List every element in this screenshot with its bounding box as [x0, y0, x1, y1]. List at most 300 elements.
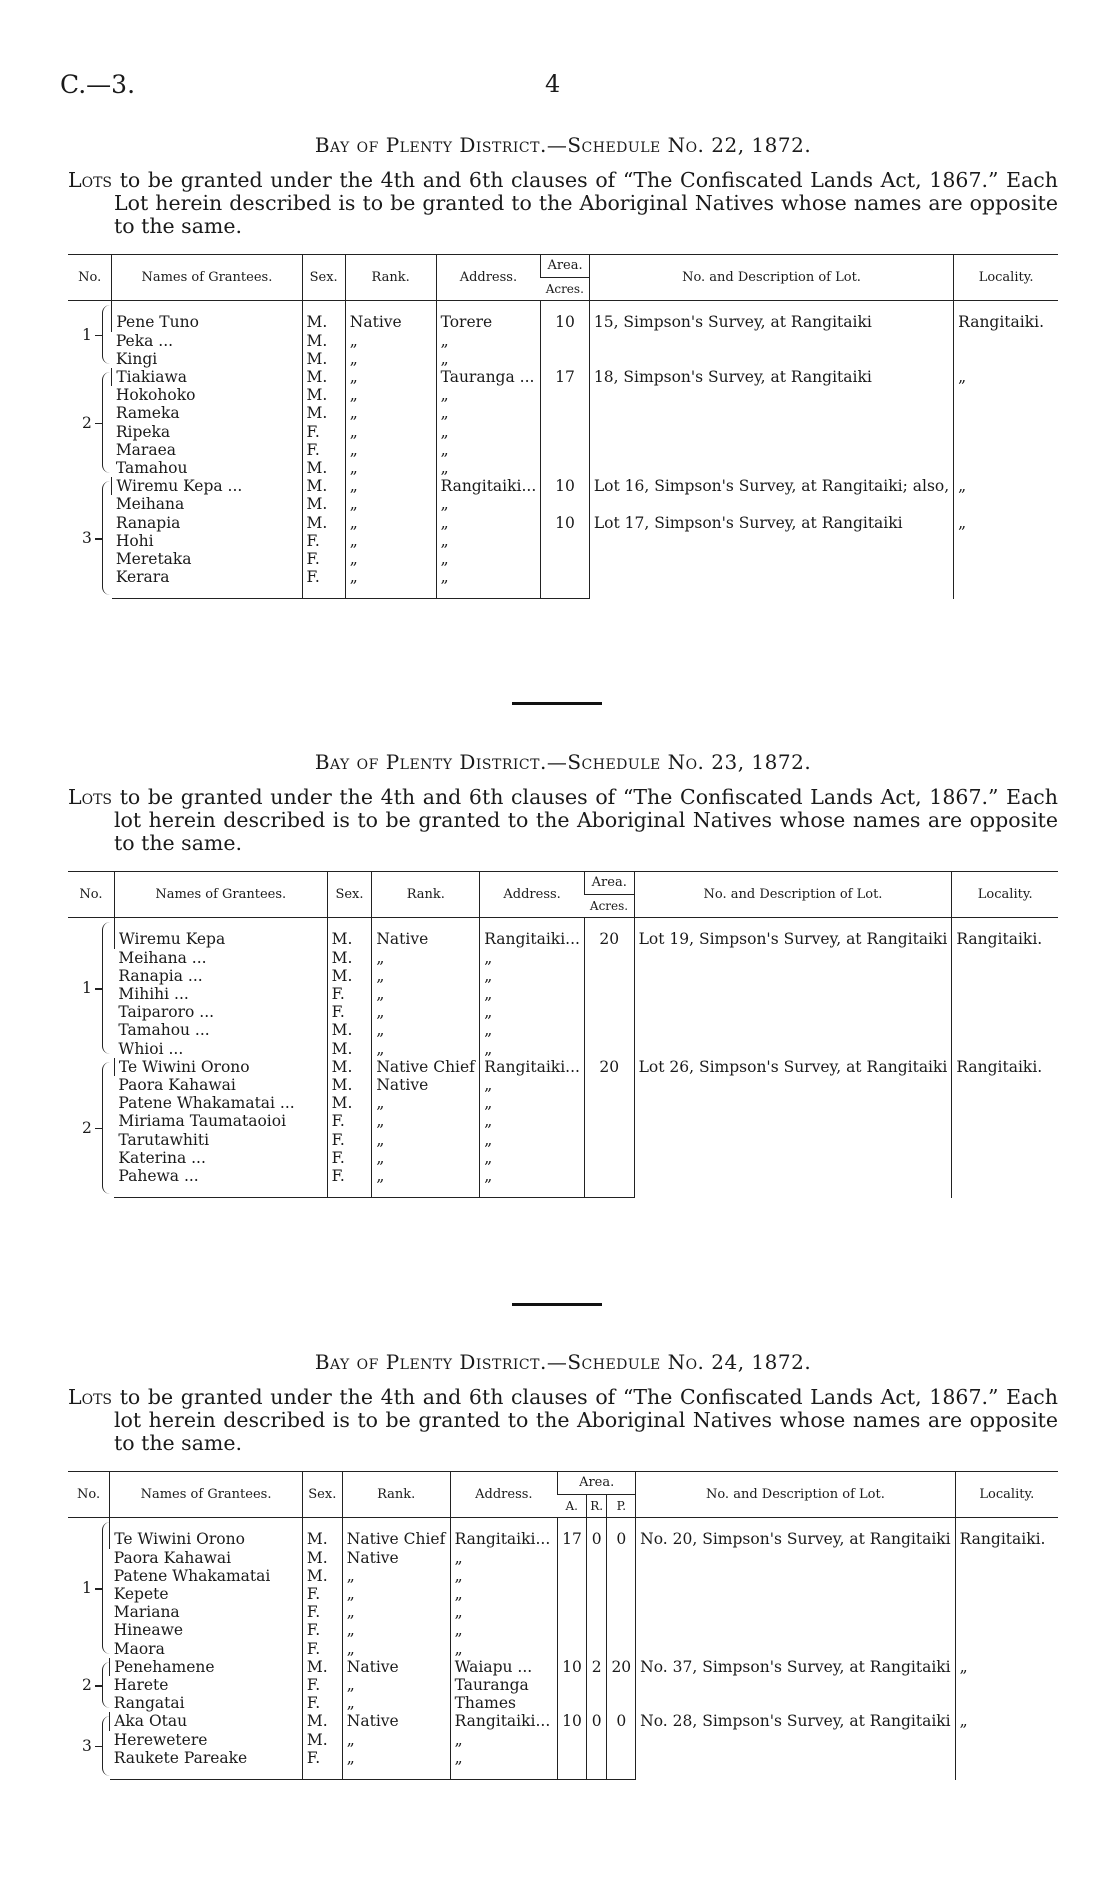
- grantee-name: Te Wiwini Orono: [114, 1058, 327, 1076]
- schedule-title: Bay of Plenty District.—Schedule No. 22, 1872.: [314, 133, 812, 157]
- area-acres: [584, 967, 634, 985]
- grantee-sex: F.: [327, 1003, 372, 1021]
- grantee-sex: M.: [327, 1058, 372, 1076]
- grantee-rank: „: [372, 967, 480, 985]
- grantee-rank: „: [342, 1621, 450, 1639]
- brace-icon: [102, 922, 113, 1053]
- area-a: [558, 1676, 587, 1694]
- col-header-locality: Locality.: [954, 255, 1058, 301]
- brace-icon: [102, 372, 113, 473]
- lot-number: 1: [82, 1579, 92, 1598]
- grantee-rank: „: [345, 332, 436, 350]
- grantee-name: Meretaka: [115, 550, 192, 569]
- col-header-no: No.: [68, 872, 114, 918]
- col-header-acres: Acres.: [584, 895, 634, 918]
- col-header-no: No.: [68, 255, 112, 301]
- area-a: [558, 1549, 587, 1567]
- area-p: [607, 1694, 636, 1712]
- grantee-name: Tamahou ...: [118, 1021, 210, 1040]
- grantee-address: Waiapu ...: [450, 1658, 558, 1676]
- col-header-address: Address.: [480, 872, 585, 918]
- area-a: 10: [558, 1658, 587, 1676]
- lot-description: No. 28, Simpson's Survey, at Rangitaiki: [636, 1712, 955, 1779]
- grantee-rank: „: [345, 350, 436, 368]
- section-divider: [512, 702, 602, 705]
- area-r: [586, 1567, 607, 1585]
- grantee-rank: Native: [342, 1712, 450, 1730]
- table-row: [68, 1712, 1058, 1730]
- grantee-name: Ranapia: [115, 513, 181, 532]
- grantee-sex: M.: [302, 368, 345, 386]
- area-acres: [584, 949, 634, 967]
- grantee-sex: M.: [327, 1094, 372, 1112]
- area-p: [607, 1603, 636, 1621]
- area-acres: 20: [584, 918, 634, 949]
- schedule-24: [68, 1350, 1058, 1780]
- grantee-address: Rangitaiki...: [450, 1518, 558, 1549]
- grantee-rank: „: [342, 1694, 450, 1712]
- area-a: [558, 1640, 587, 1658]
- grantee-address: Torere: [436, 301, 541, 332]
- grantee-name: Patene Whakamatai ...: [118, 1094, 295, 1113]
- lot-number-cell: [68, 368, 112, 477]
- grantee-address: „: [436, 350, 541, 368]
- area-r: [586, 1549, 607, 1567]
- area-p: [607, 1549, 636, 1567]
- brace-icon: [102, 481, 113, 595]
- grantee-rank: „: [342, 1640, 450, 1658]
- grantee-name: Mariana: [113, 1603, 180, 1622]
- section-divider: [512, 1303, 602, 1306]
- area-acres: [541, 332, 590, 350]
- document-code: C.—3.: [60, 70, 136, 99]
- col-header-address: Address.: [436, 255, 541, 301]
- grantee-rank: „: [372, 949, 480, 967]
- grantee-sex: F.: [327, 1149, 372, 1167]
- area-acres: [541, 550, 590, 568]
- grantee-address: „: [436, 550, 541, 568]
- grantee-rank: Native: [372, 918, 480, 949]
- grantee-name: Whioi ...: [118, 1039, 184, 1058]
- table-row: [68, 1058, 1058, 1076]
- grantee-rank: „: [342, 1676, 450, 1694]
- lot-locality: Rangitaiki.: [952, 918, 1058, 1058]
- grantee-rank: Native: [372, 1076, 480, 1094]
- col-header-rank: Rank.: [342, 1472, 450, 1518]
- grantee-address: „: [450, 1749, 558, 1780]
- grantee-sex: M.: [302, 1549, 342, 1567]
- area-acres: 20: [584, 1058, 634, 1076]
- grantee-rank: Native Chief: [372, 1058, 480, 1076]
- grantee-address: „: [480, 1040, 585, 1058]
- grantee-rank: „: [345, 495, 436, 513]
- area-acres: 10: [541, 301, 590, 332]
- grantee-sex: F.: [302, 1621, 342, 1639]
- grantee-address: „: [450, 1603, 558, 1621]
- area-acres: [541, 459, 590, 477]
- grantee-name: Te Wiwini Orono: [110, 1518, 303, 1549]
- table-row: [68, 301, 1058, 332]
- lot-locality: „: [955, 1658, 1058, 1713]
- grantee-name: Miriama Taumataoioi: [118, 1112, 287, 1131]
- grantee-name: Kingi: [115, 349, 158, 368]
- grantee-sex: M.: [302, 301, 345, 332]
- grantee-name: Patene Whakamatai: [113, 1566, 271, 1585]
- area-p: 0: [607, 1518, 636, 1549]
- area-p: [607, 1567, 636, 1585]
- area-acres: [584, 1131, 634, 1149]
- grantee-name: Aka Otau: [110, 1712, 303, 1730]
- area-r: [586, 1640, 607, 1658]
- grantee-sex: F.: [327, 1167, 372, 1198]
- grantee-sex: M.: [302, 386, 345, 404]
- grantee-name: Herewetere: [113, 1730, 208, 1749]
- grantee-name: Meihana ...: [118, 948, 207, 967]
- intro-lead: Lots: [68, 168, 113, 192]
- area-acres: [584, 985, 634, 1003]
- area-a: [558, 1567, 587, 1585]
- area-acres: [584, 1003, 634, 1021]
- grantee-address: „: [480, 985, 585, 1003]
- grantee-name: Wiremu Kepa ...: [112, 477, 302, 495]
- lot-locality: Rangitaiki.: [952, 1058, 1058, 1198]
- grantee-address: „: [436, 423, 541, 441]
- grantee-name: Tarutawhiti: [118, 1130, 210, 1149]
- lot-number-cell: [68, 477, 112, 599]
- grantee-name: Mihihi ...: [118, 985, 189, 1004]
- grantee-address: Tauranga: [450, 1676, 558, 1694]
- area-a: [558, 1731, 587, 1749]
- area-acres: [541, 441, 590, 459]
- area-acres: [541, 350, 590, 368]
- lot-description: Lot 16, Simpson's Survey, at Rangitaiki; also,: [589, 477, 953, 513]
- grantee-rank: „: [372, 1131, 480, 1149]
- grantee-rank: „: [345, 386, 436, 404]
- lot-description: Lot 19, Simpson's Survey, at Rangitaiki: [634, 918, 952, 1058]
- col-header-description: No. and Description of Lot.: [636, 1472, 955, 1518]
- grantee-sex: M.: [327, 1040, 372, 1058]
- area-acres: [584, 1167, 634, 1198]
- schedule-22: [68, 133, 1058, 599]
- lot-number-cell: [68, 1518, 110, 1658]
- grantee-rank: „: [345, 532, 436, 550]
- grantee-name: Meihana: [115, 495, 185, 514]
- grantee-rank: „: [345, 477, 436, 495]
- col-header-address: Address.: [450, 1472, 558, 1518]
- grantee-sex: F.: [302, 532, 345, 550]
- grantee-address: „: [450, 1585, 558, 1603]
- grantee-address: „: [450, 1621, 558, 1639]
- lot-number-cell: [68, 1058, 114, 1198]
- grantee-rank: „: [345, 568, 436, 599]
- col-header-area-p: P.: [607, 1495, 636, 1518]
- area-r: 0: [586, 1712, 607, 1730]
- grantee-rank: „: [345, 441, 436, 459]
- grantee-sex: F.: [302, 423, 345, 441]
- lot-number-cell: [68, 1712, 110, 1779]
- brace-icon: [102, 1662, 113, 1709]
- grantee-sex: M.: [302, 350, 345, 368]
- area-acres: [541, 386, 590, 404]
- lot-locality: „: [955, 1712, 1058, 1779]
- brace-icon: [102, 1716, 113, 1775]
- lots-table: [68, 1471, 1058, 1780]
- lot-description: No. 20, Simpson's Survey, at Rangitaiki: [636, 1518, 955, 1658]
- grantee-name: Ripeka: [115, 422, 171, 441]
- col-header-rank: Rank.: [372, 872, 480, 918]
- grantee-name: Pahewa ...: [114, 1167, 327, 1198]
- col-header-area: Area.: [558, 1472, 636, 1495]
- lot-number-cell: [68, 301, 112, 368]
- lot-description: 15, Simpson's Survey, at Rangitaiki: [589, 301, 953, 368]
- grantee-name: Raukete Pareake: [110, 1749, 303, 1780]
- grantee-rank: „: [342, 1731, 450, 1749]
- area-a: [558, 1621, 587, 1639]
- grantee-rank: „: [345, 404, 436, 422]
- grantee-name: Hineawe: [113, 1621, 184, 1640]
- grantee-address: „: [480, 1149, 585, 1167]
- grantee-name: Rameka: [115, 404, 180, 423]
- lot-locality: „: [954, 514, 1058, 599]
- grantee-rank: „: [345, 368, 436, 386]
- grantee-sex: F.: [302, 1676, 342, 1694]
- intro-lead: Lots: [68, 785, 113, 809]
- grantee-sex: F.: [302, 1603, 342, 1621]
- grantee-address: „: [436, 441, 541, 459]
- area-acres: 10: [541, 477, 590, 495]
- grantee-sex: M.: [302, 1518, 342, 1549]
- grantee-address: „: [436, 514, 541, 532]
- grantee-rank: Native: [342, 1549, 450, 1567]
- area-r: [586, 1585, 607, 1603]
- lot-number: 3: [82, 1736, 92, 1755]
- grantee-name: Wiremu Kepa: [114, 918, 327, 949]
- area-acres: [541, 423, 590, 441]
- grantee-rank: „: [345, 514, 436, 532]
- grantee-sex: M.: [302, 1712, 342, 1730]
- grantee-sex: F.: [302, 1585, 342, 1603]
- area-acres: [541, 568, 590, 599]
- col-header-sex: Sex.: [327, 872, 372, 918]
- grantee-sex: F.: [327, 1131, 372, 1149]
- intro-text: to be granted under the 4th and 6th clauses of “The Confiscated Lands Act, 1867.” Each Lot herein described is to be granted to the Aboriginal Natives whose names are opposite to the same.: [114, 168, 1058, 238]
- area-acres: [584, 1021, 634, 1039]
- area-r: [586, 1731, 607, 1749]
- schedule-23: [68, 750, 1058, 1198]
- grantee-name: Maora: [113, 1639, 165, 1658]
- grantee-name: Ranapia ...: [118, 966, 203, 985]
- area-r: [586, 1694, 607, 1712]
- schedule-title: Bay of Plenty District.—Schedule No. 23, 1872.: [314, 750, 812, 774]
- area-p: [607, 1640, 636, 1658]
- col-header-area: Area.: [541, 255, 590, 278]
- area-a: [558, 1603, 587, 1621]
- grantee-address: Rangitaiki...: [480, 1058, 585, 1076]
- area-p: [607, 1749, 636, 1780]
- lots-table: [68, 254, 1058, 599]
- col-header-sex: Sex.: [302, 1472, 342, 1518]
- grantee-rank: Native: [342, 1658, 450, 1676]
- col-header-area-r: R.: [586, 1495, 607, 1518]
- grantee-name: Hohi: [115, 531, 154, 550]
- page-number: 4: [545, 70, 561, 98]
- grantee-name: Tiakiawa: [112, 368, 302, 386]
- page-header: [0, 70, 1114, 110]
- grantee-rank: „: [345, 459, 436, 477]
- grantee-sex: M.: [327, 967, 372, 985]
- grantee-sex: M.: [327, 1076, 372, 1094]
- table-row: [68, 514, 1058, 532]
- area-p: [607, 1731, 636, 1749]
- grantee-name: Paora Kahawai: [118, 1076, 236, 1095]
- grantee-name: Kerara: [112, 568, 302, 599]
- area-a: [558, 1694, 587, 1712]
- grantee-rank: „: [342, 1585, 450, 1603]
- grantee-name: Tamahou: [115, 459, 188, 478]
- col-header-no: No.: [68, 1472, 110, 1518]
- area-r: [586, 1749, 607, 1780]
- area-acres: [584, 1094, 634, 1112]
- table-row: [68, 1658, 1058, 1676]
- col-header-description: No. and Description of Lot.: [589, 255, 953, 301]
- grantee-sex: F.: [327, 1112, 372, 1130]
- grantee-rank: Native Chief: [342, 1518, 450, 1549]
- grantee-name: Kepete: [113, 1585, 169, 1604]
- grantee-name: Harete: [113, 1676, 169, 1695]
- grantee-address: „: [480, 1076, 585, 1094]
- grantee-address: „: [436, 386, 541, 404]
- area-acres: [584, 1040, 634, 1058]
- col-header-rank: Rank.: [345, 255, 436, 301]
- grantee-rank: „: [372, 1112, 480, 1130]
- area-r: [586, 1676, 607, 1694]
- grantee-name: Taiparoro ...: [118, 1003, 215, 1022]
- grantee-address: Rangitaiki...: [480, 918, 585, 949]
- schedule-intro: [68, 786, 1058, 855]
- grantee-rank: „: [372, 1094, 480, 1112]
- grantee-name: Katerina ...: [118, 1148, 206, 1167]
- lot-locality: „: [954, 368, 1058, 477]
- grantee-name: Peka ...: [115, 331, 174, 350]
- area-acres: 17: [541, 368, 590, 386]
- grantee-name: Rangatai: [113, 1694, 185, 1713]
- brace-icon: [102, 1062, 113, 1194]
- grantee-address: „: [450, 1549, 558, 1567]
- grantee-address: Rangitaiki...: [450, 1712, 558, 1730]
- grantee-address: „: [480, 967, 585, 985]
- area-acres: [541, 532, 590, 550]
- grantee-address: Rangitaiki...: [436, 477, 541, 495]
- table-row: [68, 368, 1058, 386]
- grantee-sex: M.: [302, 1567, 342, 1585]
- col-header-area: Area.: [584, 872, 634, 895]
- grantee-address: „: [450, 1731, 558, 1749]
- col-header-description: No. and Description of Lot.: [634, 872, 952, 918]
- brace-icon: [102, 305, 113, 364]
- area-p: [607, 1676, 636, 1694]
- lot-number: 2: [82, 1118, 92, 1137]
- area-a: [558, 1749, 587, 1780]
- lot-description: 18, Simpson's Survey, at Rangitaiki: [589, 368, 953, 477]
- grantee-sex: M.: [302, 404, 345, 422]
- grantee-address: „: [480, 1167, 585, 1198]
- grantee-sex: F.: [302, 1694, 342, 1712]
- grantee-address: „: [436, 404, 541, 422]
- lot-number: 2: [82, 1676, 92, 1695]
- grantee-address: „: [480, 1112, 585, 1130]
- grantee-name: Paora Kahawai: [113, 1548, 232, 1567]
- grantee-address: „: [436, 332, 541, 350]
- col-header-names: Names of Grantees.: [112, 255, 302, 301]
- grantee-sex: M.: [302, 495, 345, 513]
- lot-number: 2: [82, 413, 92, 432]
- grantee-sex: M.: [302, 332, 345, 350]
- col-header-names: Names of Grantees.: [114, 872, 327, 918]
- grantee-sex: M.: [302, 1731, 342, 1749]
- grantee-address: „: [480, 1094, 585, 1112]
- grantee-sex: F.: [302, 1640, 342, 1658]
- lot-description: No. 37, Simpson's Survey, at Rangitaiki: [636, 1658, 955, 1713]
- area-r: 2: [586, 1658, 607, 1676]
- schedule-intro: [68, 1386, 1058, 1455]
- schedule-intro: [68, 169, 1058, 238]
- grantee-sex: F.: [327, 985, 372, 1003]
- grantee-rank: „: [372, 985, 480, 1003]
- area-acres: [584, 1149, 634, 1167]
- grantee-sex: M.: [302, 514, 345, 532]
- col-header-acres: Acres.: [541, 278, 590, 301]
- intro-text: to be granted under the 4th and 6th clauses of “The Confiscated Lands Act, 1867.” Each lot herein described is to be granted to the Aboriginal Natives whose names are opposite to the same.: [114, 785, 1058, 855]
- lot-number: 1: [82, 325, 92, 344]
- area-p: [607, 1621, 636, 1639]
- lot-locality: Rangitaiki.: [955, 1518, 1058, 1658]
- lot-number: 1: [82, 979, 92, 998]
- grantee-rank: „: [372, 1040, 480, 1058]
- area-p: 20: [607, 1658, 636, 1676]
- grantee-name: Hokohoko: [115, 386, 196, 405]
- grantee-rank: „: [372, 1149, 480, 1167]
- area-acres: [541, 404, 590, 422]
- col-header-names: Names of Grantees.: [110, 1472, 303, 1518]
- grantee-sex: F.: [302, 550, 345, 568]
- area-r: 0: [586, 1518, 607, 1549]
- grantee-address: „: [436, 495, 541, 513]
- grantee-sex: F.: [302, 1749, 342, 1780]
- grantee-address: „: [436, 568, 541, 599]
- col-header-sex: Sex.: [302, 255, 345, 301]
- grantee-rank: „: [345, 550, 436, 568]
- grantee-name: Maraea: [115, 440, 176, 459]
- grantee-sex: F.: [302, 568, 345, 599]
- intro-text: to be granted under the 4th and 6th clauses of “The Confiscated Lands Act, 1867.” Each lot herein described is to be granted to the Aboriginal Natives whose names are opposite to the same.: [114, 1385, 1058, 1455]
- grantee-address: „: [436, 459, 541, 477]
- grantee-sex: M.: [302, 1658, 342, 1676]
- col-header-locality: Locality.: [952, 872, 1058, 918]
- grantee-rank: „: [342, 1603, 450, 1621]
- lot-locality: Rangitaiki.: [954, 301, 1058, 368]
- grantee-sex: F.: [302, 441, 345, 459]
- grantee-address: Tauranga ...: [436, 368, 541, 386]
- col-header-locality: Locality.: [955, 1472, 1058, 1518]
- col-header-area-a: A.: [558, 1495, 587, 1518]
- lot-number-cell: [68, 918, 114, 1058]
- grantee-address: „: [480, 1021, 585, 1039]
- grantee-address: „: [480, 1003, 585, 1021]
- area-r: [586, 1603, 607, 1621]
- grantee-sex: M.: [327, 949, 372, 967]
- area-acres: [584, 1112, 634, 1130]
- grantee-address: „: [480, 949, 585, 967]
